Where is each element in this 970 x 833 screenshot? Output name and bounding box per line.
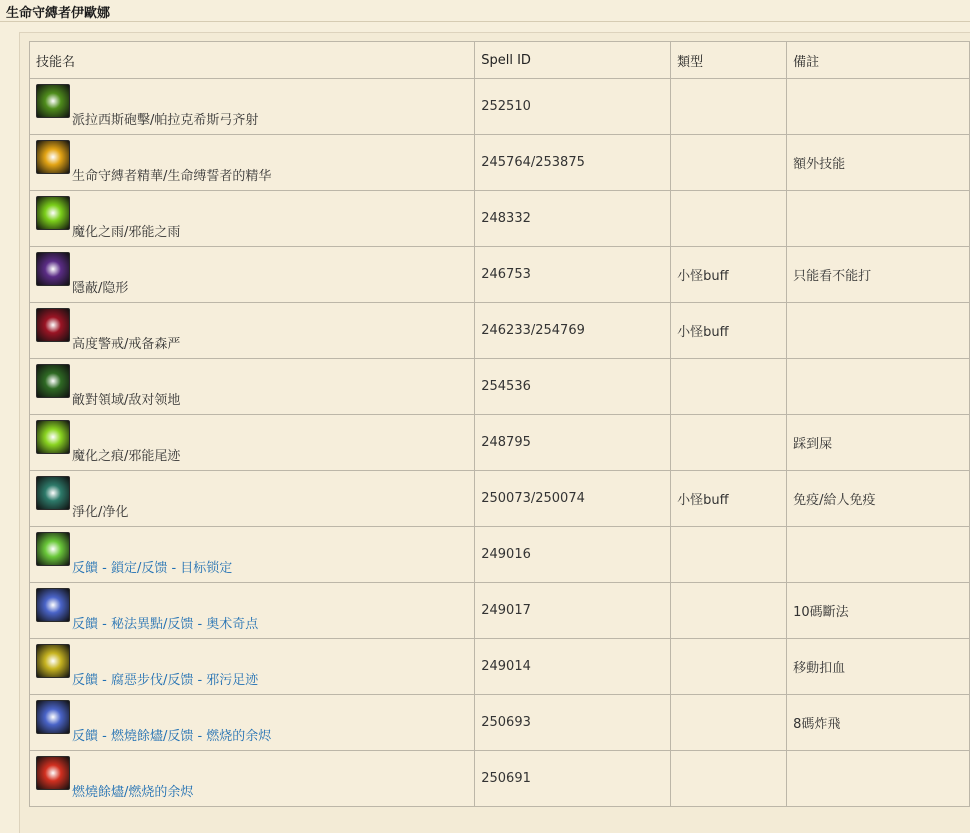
spell-id-cell: 248795 xyxy=(475,415,671,471)
skill-name-cell xyxy=(30,79,475,135)
note-cell xyxy=(787,527,970,583)
green-streak-icon xyxy=(36,84,70,118)
skill-name-cell xyxy=(30,303,475,359)
type-cell xyxy=(671,135,787,191)
note-cell: 踩到屎 xyxy=(787,415,970,471)
skill-name-cell xyxy=(30,415,475,471)
page-title: 生命守縛者伊歐娜 xyxy=(6,6,111,21)
spell-id-cell: 246753 xyxy=(475,247,671,303)
skill-name-cell xyxy=(30,471,475,527)
skill-name-cell xyxy=(30,247,475,303)
table-row xyxy=(30,191,970,247)
type-cell: 小怪buff xyxy=(671,471,787,527)
skill-name: 高度警戒/戒备森严 xyxy=(72,337,181,352)
table-row xyxy=(30,583,970,639)
stealth-icon xyxy=(36,252,70,286)
col-header-spell-id[interactable]: Spell ID xyxy=(475,42,671,79)
table-row xyxy=(30,415,970,471)
note-cell: 8碼炸飛 xyxy=(787,695,970,751)
table-row xyxy=(30,247,970,303)
skill-name: 魔化之雨/邪能之雨 xyxy=(72,225,181,240)
table-row xyxy=(30,359,970,415)
skill-name-link[interactable]: 反饋 - 秘法異點/反馈 - 奥术奇点 xyxy=(72,617,259,632)
fel-trail-icon xyxy=(36,420,70,454)
skill-name-cell xyxy=(30,751,475,807)
skill-name-cell xyxy=(30,639,475,695)
skill-name-cell xyxy=(30,191,475,247)
skill-name-cell xyxy=(30,135,475,191)
type-cell xyxy=(671,359,787,415)
table-row xyxy=(30,639,970,695)
spell-id-cell: 246233/254769 xyxy=(475,303,671,359)
table-row xyxy=(30,79,970,135)
spell-id-cell: 245764/253875 xyxy=(475,135,671,191)
spell-id-cell: 248332 xyxy=(475,191,671,247)
spell-id-cell: 250693 xyxy=(475,695,671,751)
spell-id-cell: 254536 xyxy=(475,359,671,415)
skill-name-cell xyxy=(30,695,475,751)
skill-name-cell xyxy=(30,527,475,583)
type-cell xyxy=(671,527,787,583)
note-cell: 只能看不能打 xyxy=(787,247,970,303)
yellow-burst-icon[interactable] xyxy=(36,644,70,678)
skill-name: 魔化之痕/邪能尾迹 xyxy=(72,449,181,464)
note-cell: 10碼斷法 xyxy=(787,583,970,639)
gold-chevron-icon xyxy=(36,140,70,174)
type-cell xyxy=(671,639,787,695)
col-header-skill-name[interactable]: 技能名 xyxy=(30,42,475,79)
green-burst-icon[interactable] xyxy=(36,532,70,566)
table-header-row xyxy=(30,42,970,79)
table-row xyxy=(30,751,970,807)
note-cell xyxy=(787,79,970,135)
skill-name: 生命守縛者精華/生命缚誓者的精华 xyxy=(72,169,272,184)
note-cell xyxy=(787,191,970,247)
type-cell xyxy=(671,191,787,247)
note-cell xyxy=(787,751,970,807)
purify-icon xyxy=(36,476,70,510)
skill-name-link[interactable]: 反饋 - 燃燒餘燼/反馈 - 燃烧的余烬 xyxy=(72,729,272,744)
note-cell xyxy=(787,303,970,359)
table-row xyxy=(30,471,970,527)
table-row xyxy=(30,303,970,359)
note-cell: 免疫/給人免疫 xyxy=(787,471,970,527)
hostile-domain-icon xyxy=(36,364,70,398)
skills-table xyxy=(29,41,970,807)
table-row xyxy=(30,695,970,751)
type-cell xyxy=(671,415,787,471)
skill-name: 淨化/净化 xyxy=(72,505,129,520)
skill-name-cell xyxy=(30,583,475,639)
note-cell: 額外技能 xyxy=(787,135,970,191)
spell-id-cell: 250691 xyxy=(475,751,671,807)
spell-id-cell: 250073/250074 xyxy=(475,471,671,527)
note-cell: 移動扣血 xyxy=(787,639,970,695)
type-cell xyxy=(671,79,787,135)
spell-id-cell: 249017 xyxy=(475,583,671,639)
blue-burst-icon[interactable] xyxy=(36,588,70,622)
skill-name-link[interactable]: 反饋 - 腐惡步伐/反馈 - 邪污足迹 xyxy=(72,673,259,688)
note-cell xyxy=(787,359,970,415)
alert-wings-icon xyxy=(36,308,70,342)
col-header-type[interactable]: 類型 xyxy=(671,42,787,79)
title-divider xyxy=(0,21,970,22)
blue-burst-icon[interactable] xyxy=(36,700,70,734)
type-cell: 小怪buff xyxy=(671,247,787,303)
skill-name-link[interactable]: 反饋 - 鎖定/反馈 - 目标锁定 xyxy=(72,561,233,576)
spell-id-cell: 249016 xyxy=(475,527,671,583)
spell-id-cell: 252510 xyxy=(475,79,671,135)
type-cell xyxy=(671,583,787,639)
type-cell: 小怪buff xyxy=(671,303,787,359)
type-cell xyxy=(671,751,787,807)
skill-name: 派拉西斯砲擊/帕拉克希斯弓齐射 xyxy=(72,113,259,128)
fel-rain-icon xyxy=(36,196,70,230)
skill-name-link[interactable]: 燃燒餘燼/燃烧的余烬 xyxy=(72,785,194,800)
skill-name-cell xyxy=(30,359,475,415)
spell-id-cell: 249014 xyxy=(475,639,671,695)
table-row xyxy=(30,527,970,583)
table-row xyxy=(30,135,970,191)
type-cell xyxy=(671,695,787,751)
red-burst-icon[interactable] xyxy=(36,756,70,790)
skill-name: 敵對領域/敌对领地 xyxy=(72,393,181,408)
col-header-note[interactable]: 備註 xyxy=(787,42,970,79)
skill-name: 隱蔽/隐形 xyxy=(72,281,129,296)
